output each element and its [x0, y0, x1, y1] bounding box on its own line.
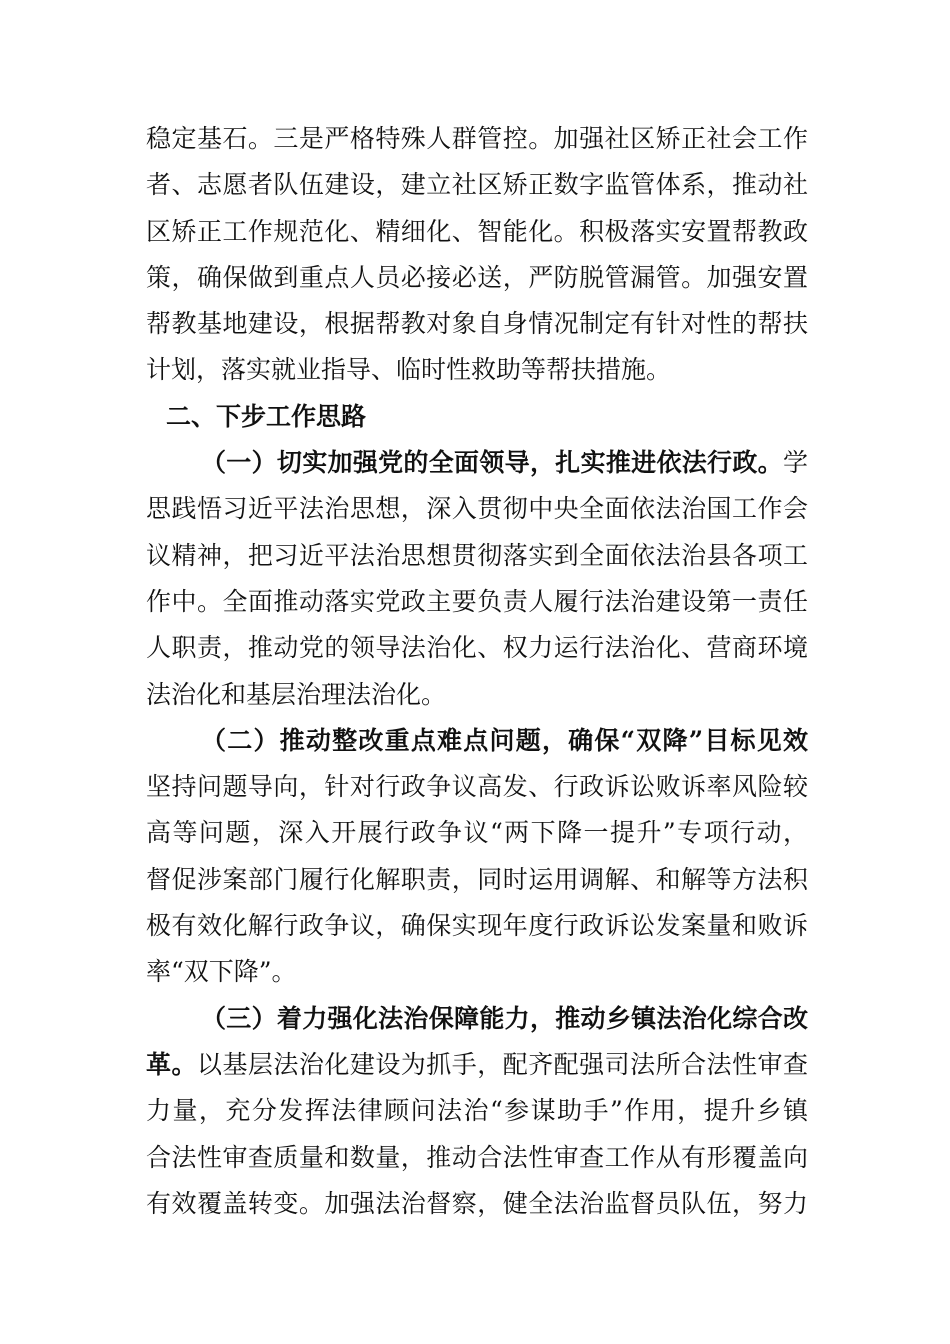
- subheading-continuation: 革。: [146, 1049, 197, 1079]
- paragraph-rectification: [146, 718, 808, 996]
- text-line: 合法性审查质量和数量，推动合法性审查工作从有形覆盖向: [146, 1142, 808, 1172]
- text-line: 极有效化解行政争议，确保实现年度行政诉讼发案量和败诉: [146, 911, 808, 941]
- text-line: 者、志愿者队伍建设，建立社区矫正数字监管体系，推动社: [146, 170, 808, 200]
- text-line: 力量，充分发挥法律顾问法治“参谋助手”作用，提升乡镇: [146, 1096, 808, 1126]
- text-line: 高等问题，深入开展行政争议“两下降一提升”专项行动，: [146, 818, 808, 848]
- subheading-rectification: （二）推动整改重点难点问题，确保“双降”目标见效: [201, 725, 808, 755]
- paragraph-rule-of-law-reform: [146, 996, 808, 1227]
- subheading-rule-of-law-reform: （三）着力强化法治保障能力，推动乡镇法治化综合改: [201, 1003, 808, 1033]
- text-line: 督促涉案部门履行化解职责，同时运用调解、和解等方法积: [146, 864, 808, 894]
- text-line: 计划，落实就业指导、临时性救助等帮扶措施。: [146, 355, 672, 385]
- text-line: [146, 440, 808, 486]
- paragraph-party-leadership: [146, 440, 808, 718]
- text-fragment: 学: [782, 448, 808, 478]
- paragraph-special-population-control: [146, 116, 808, 394]
- text-line: 区矫正工作规范化、精细化、智能化。积极落实安置帮教政: [146, 216, 808, 246]
- text-line: 法治化和基层治理法治化。: [146, 679, 447, 709]
- text-fragment: 以基层法治化建设为抓手，配齐配强司法所合法性审查: [196, 1049, 808, 1079]
- text-line: [146, 1042, 808, 1088]
- text-line: 人职责，推动党的领导法治化、权力运行法治化、营商环境: [146, 633, 808, 663]
- text-line: 议精神，把习近平法治思想贯彻落实到全面依法治县各项工: [146, 540, 808, 570]
- text-line: 率“双下降”。: [146, 957, 297, 987]
- subheading-party-leadership: （一）切实加强党的全面领导，扎实推进依法行政。: [201, 448, 783, 478]
- text-line: 坚持问题导向，针对行政争议高发、行政诉讼败诉率风险较: [146, 772, 808, 802]
- text-line: 策，确保做到重点人员必接必送，严防脱管漏管。加强安置: [146, 262, 808, 292]
- text-line: 稳定基石。三是严格特殊人群管控。加强社区矫正社会工作: [146, 124, 808, 153]
- document-page: [146, 116, 808, 1227]
- text-line: 思践悟习近平法治思想，深入贯彻中央全面依法治国工作会: [146, 494, 808, 524]
- text-line: 帮教基地建设，根据帮教对象自身情况制定有针对性的帮扶: [146, 309, 808, 339]
- text-line: 有效覆盖转变。加强法治督察，健全法治监督员队伍，努力: [146, 1188, 808, 1218]
- section-heading-next-steps: 二、下步工作思路: [166, 401, 367, 431]
- text-line: 作中。全面推动落实党政主要负责人履行法治建设第一责任: [146, 586, 808, 616]
